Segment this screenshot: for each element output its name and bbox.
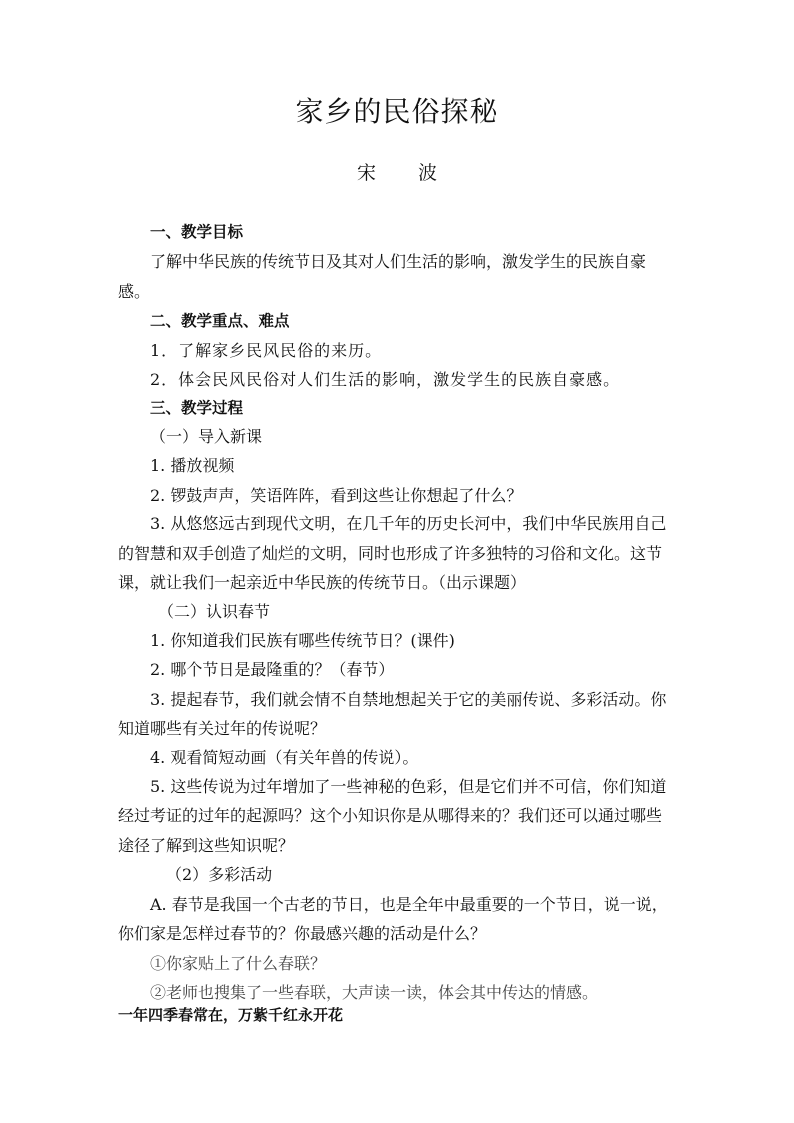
subsection-heading: （二）认识春节 bbox=[158, 602, 271, 621]
author-name bbox=[0, 158, 794, 185]
author-first-char: 宋 bbox=[356, 162, 376, 184]
paragraph-line: 经过考证的过年的起源吗？这个小知识你是从哪得来的？我们还可以通过哪些 bbox=[118, 806, 663, 825]
paragraph-line: 3. 从悠悠远古到现代文明，在几千年的历史长河中，我们中华民族用自己 bbox=[150, 514, 667, 533]
paragraph-line: A. 春节是我国一个古老的节日，也是全年中最重要的一个节日，说一说， bbox=[150, 895, 668, 914]
subsection-heading: （2）多彩活动 bbox=[166, 865, 273, 884]
list-item: 1. 你知道我们民族有哪些传统节日？(课件) bbox=[150, 631, 455, 650]
footer-slogan: 一年四季春常在，万紫千红永开花 bbox=[118, 1006, 344, 1024]
paragraph-line: 知道哪些有关过年的传说呢？ bbox=[118, 719, 327, 738]
list-item: ②老师也搜集了一些春联，大声读一读，体会其中传达的情感。 bbox=[150, 983, 599, 1002]
list-item: 2．体会民风民俗对人们生活的影响，激发学生的民族自豪感。 bbox=[150, 370, 621, 389]
subsection-heading: （一）导入新课 bbox=[150, 427, 263, 446]
section-heading-goals: 一、教学目标 bbox=[150, 223, 244, 241]
paragraph-line: 课，就让我们一起亲近中华民族的传统节日。（出示课题） bbox=[118, 573, 527, 592]
section-heading-key-points: 二、教学重点、难点 bbox=[150, 312, 290, 330]
author-second-char: 波 bbox=[418, 162, 438, 184]
paragraph-line: 感。 bbox=[118, 282, 151, 301]
list-item: 4. 观看简短动画（有关年兽的传说）。 bbox=[150, 748, 419, 767]
section-heading-process: 三、教学过程 bbox=[150, 399, 244, 417]
list-item: 1. 播放视频 bbox=[150, 456, 235, 475]
paragraph-line: 途径了解到这些知识呢？ bbox=[118, 836, 295, 855]
document-title: 家乡的民俗探秘 bbox=[295, 95, 499, 128]
list-item: ①你家贴上了什么春联？ bbox=[150, 954, 327, 973]
paragraph-line: 5. 这些传说为过年增加了一些神秘的色彩，但是它们并不可信，你们知道 bbox=[150, 777, 667, 796]
paragraph-line: 3. 提起春节，我们就会情不自禁地想起关于它的美丽传说、多彩活动。你 bbox=[150, 690, 667, 709]
list-item: 2. 哪个节日是最隆重的？（春节） bbox=[150, 660, 395, 679]
list-item: 2. 锣鼓声声，笑语阵阵，看到这些让你想起了什么？ bbox=[150, 486, 523, 505]
paragraph-line: 了解中华民族的传统节日及其对人们生活的影响，激发学生的民族自豪 bbox=[150, 252, 647, 271]
list-item: 1．了解家乡民风民俗的来历。 bbox=[150, 341, 383, 360]
paragraph-line: 你们家是怎样过春节的？你最感兴趣的活动是什么？ bbox=[118, 924, 487, 943]
paragraph-line: 的智慧和双手创造了灿烂的文明，同时也形成了许多独特的习俗和文化。这节 bbox=[118, 544, 663, 563]
